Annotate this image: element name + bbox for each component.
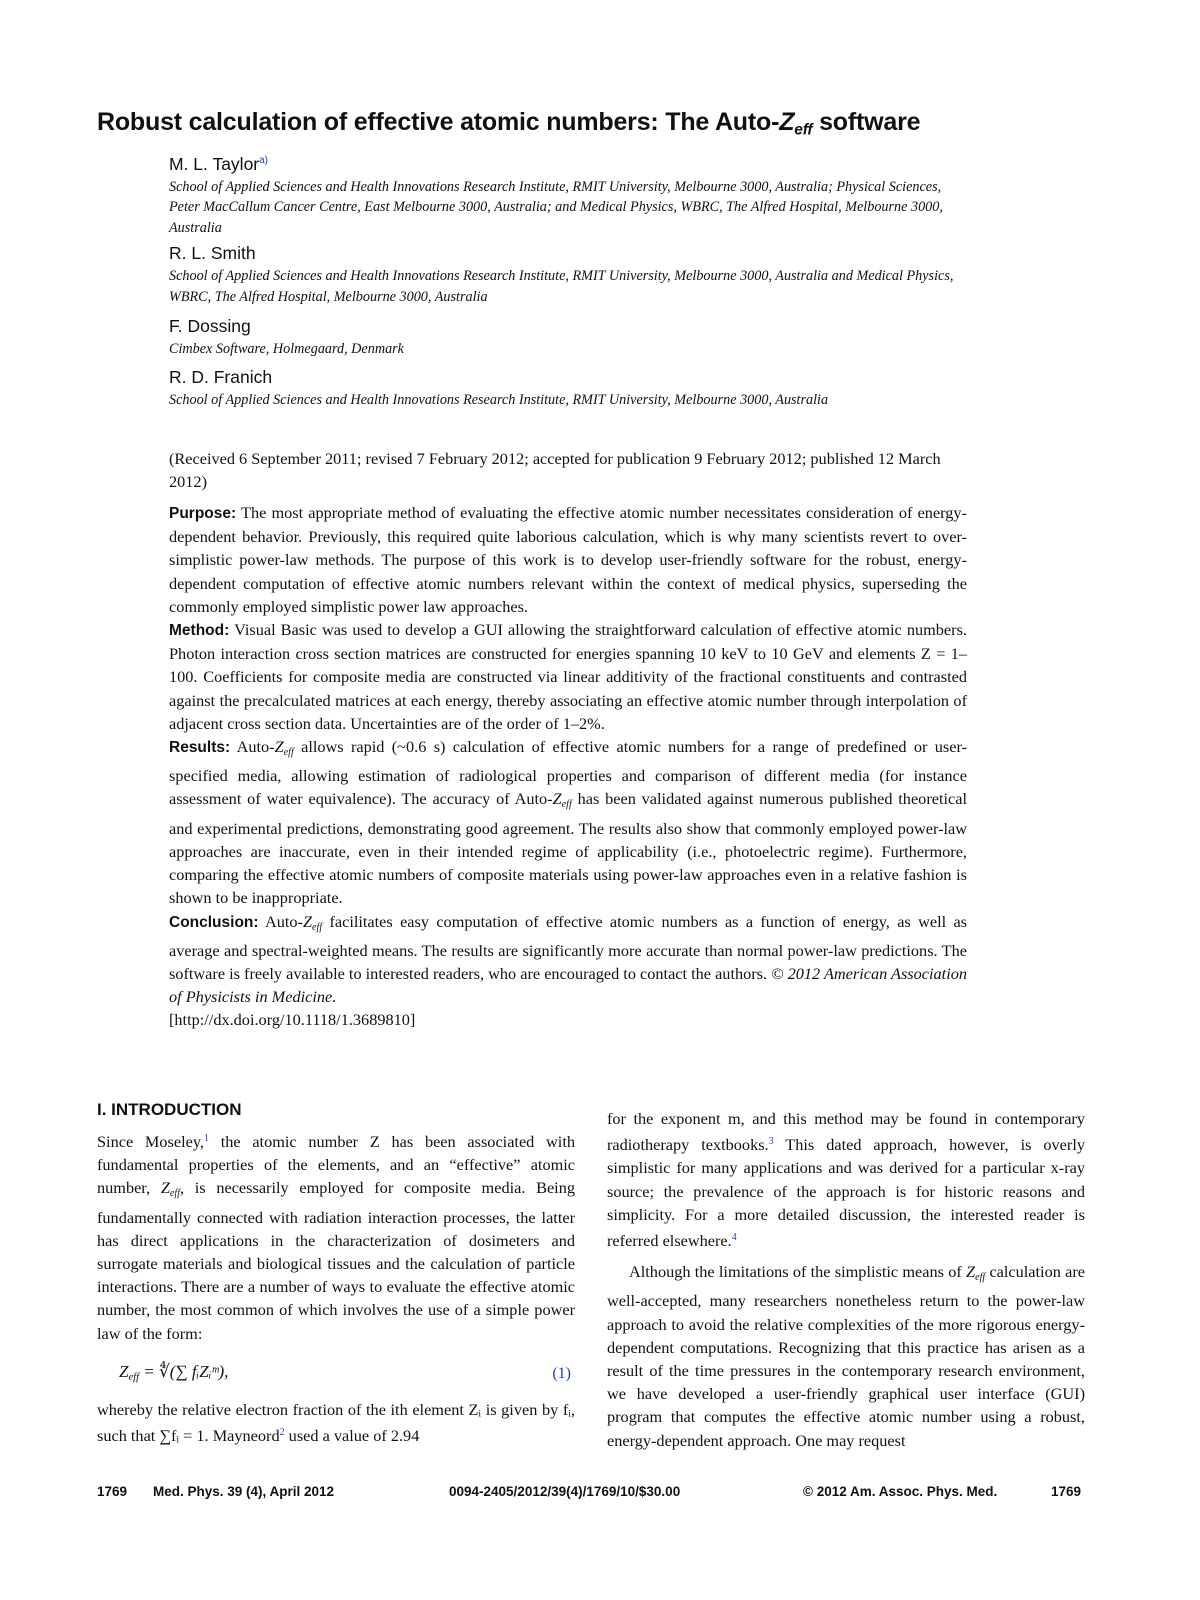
citation-link[interactable]: 1 bbox=[203, 1133, 209, 1144]
author-name: R. L. Smith bbox=[169, 243, 256, 263]
page-number-left: 1769 bbox=[97, 1484, 128, 1499]
equation-1 bbox=[97, 1350, 575, 1396]
intro-paragraph-3: for the exponent m, and this method may be found in contemporary radiotherapy textbooks.$^3$ This dated approach, however, is overly simplistic for many applications and was derived for a particular x-ray source; the prevalence of the approach is for historic reasons and simplicity. For a more detailed discussion, the interested reader is referred elsewhere.$^4$ bbox=[607, 1109, 1085, 1251]
author-block-franich bbox=[169, 366, 969, 411]
intro-paragraph-2: whereby the relative electron fraction of the ith element Zᵢ is given by fᵢ, such that ∑fᵢ = 1. Mayneord$^2$ used a value of 2.94 bbox=[97, 1399, 575, 1446]
footer-copyright: © 2012 Am. Assoc. Phys. Med. bbox=[803, 1484, 998, 1499]
footnote-marker[interactable]: a) bbox=[259, 155, 269, 166]
intro-paragraph-1: Since Moseley,$^1$ the atomic number Z has been associated with fundamental properties of the elements, and an “effective” atomic number, $Z_{eff}$, is necessarily employed for composite media. Being fundamentally connected with radiation interaction processes, the latter has direct applications in the characterization of dosimeters and surrogate materials and biological tissues and the calculation of particle interactions. There are a number of ways to evaluate the effective atomic number, the most common of which involves the use of a simple power law of the form: bbox=[97, 1132, 575, 1343]
paper-title: Robust calculation of effective atomic numbers: The Auto-$Z_{eff}$ software bbox=[97, 108, 921, 139]
author-block-smith bbox=[169, 242, 969, 307]
section-heading: I. INTRODUCTION bbox=[97, 1100, 242, 1119]
citation-link[interactable]: 4 bbox=[731, 1232, 737, 1244]
citation-link[interactable]: 3 bbox=[768, 1136, 774, 1148]
journal-citation: Med. Phys. 39 (4), April 2012 bbox=[153, 1484, 335, 1499]
author-name: R. D. Franich bbox=[169, 367, 273, 387]
author-affiliation: School of Applied Sciences and Health Innovations Research Institute, RMIT University, Melbourne 3000, Australia and Medical Physics, WBRC, The Alfred Hospital, Melbourne 3000, Australia bbox=[169, 268, 954, 305]
publication-dates: (Received 6 September 2011; revised 7 February 2012; accepted for publication 9 February 2012; published 12 March 2012) bbox=[169, 449, 941, 491]
abstract bbox=[169, 501, 967, 1032]
page-footer bbox=[97, 1484, 1081, 1504]
equation-body: $Z_{eff}$ = ∜(∑ fᵢZᵢᵐ), bbox=[119, 1361, 229, 1384]
abstract-method: Method: Visual Basic was used to develop a GUI allowing the straightforward calculation of effective atomic numbers. Photon interaction cross section matrices are constructed for energies spanning 10 keV to 10 GeV and elements Z = 1–100. Coefficients for composite media are constructed via linear additivity of the fractional constituents and contrasted against the precalculated matrices at each energy, thereby associating an effective atomic number through interpolation of adjacent cross section data. Uncertainties are of the order of 1–2%. bbox=[169, 620, 967, 733]
author-block-taylor bbox=[169, 150, 969, 238]
copyright-notice: © 2012 American Association of Physicists in Medicine. bbox=[169, 963, 968, 1007]
equation-number[interactable]: (1) bbox=[552, 1364, 571, 1382]
citation-link[interactable]: 2 bbox=[279, 1427, 285, 1439]
author-block-dossing bbox=[169, 315, 969, 360]
left-column bbox=[97, 1099, 575, 1447]
abstract-purpose: Purpose: The most appropriate method of evaluating the effective atomic number necessitates consideration of energy-dependent behavior. Previously, this required quite laborious calculation, which is why many scientists revert to over-simplistic power-law methods. The purpose of this work is to develop user-friendly software for the robust, energy-dependent computation of effective atomic numbers relevant within the context of medical physics, superseding the commonly employed simplistic power law approaches. bbox=[169, 503, 967, 616]
abstract-conclusion: Conclusion: Auto-$Z_{eff}$ facilitates easy computation of effective atomic numbers as a function of energy, as well as average and spectral-weighted means. The results are significantly more accurate than normal power-law predictions. The software is freely available to interested readers, who are encouraged to contact the authors. © 2012 American Association of Physicists in Medicine. bbox=[169, 911, 968, 1007]
page-number-right: 1769 bbox=[1050, 1484, 1081, 1499]
author-affiliation: Cimbex Software, Holmegaard, Denmark bbox=[169, 341, 404, 357]
author-affiliation: School of Applied Sciences and Health Innovations Research Institute, RMIT University, Melbourne 3000, Australia; Physical Sciences, Peter MacCallum Cancer Centre, East Melbourne 3000, Australia; and Medical Physics, WBRC, The Alfred Hospital, Melbourne 3000, Australia bbox=[169, 178, 943, 236]
right-column bbox=[607, 1107, 1085, 1452]
author-name: F. Dossing bbox=[169, 316, 251, 336]
doi-link[interactable]: [http://dx.doi.org/10.1118/1.3689810] bbox=[169, 1010, 416, 1030]
author-name: M. L. Taylor$^{a)}$ bbox=[169, 153, 269, 174]
intro-paragraph-4: Although the limitations of the simplistic means of $Z_{eff}$ calculation are well-accepted, many researchers nonetheless return to the power-law approach to avoid the relative complexities of the more rigorous energy-dependent computations. Recognizing that this practice has arisen as a result of the time pressures in the contemporary research environment, we have developed a user-friendly graphical user interface (GUI) program that computes the effective atomic number using a robust, energy-dependent approach. One may request bbox=[607, 1262, 1085, 1450]
abstract-results: Results: Auto-$Z_{eff}$ allows rapid (~0.6 s) calculation of effective atomic numbers for a range of predefined or user-specified media, allowing estimation of radiological properties and comparison of different media (for instance assessment of water equivalence). The accuracy of Auto-$Z_{eff}$ has been validated against numerous published theoretical and experimental predictions, demonstrating good agreement. The results also show that commonly employed power-law approaches are inaccurate, even in their intended regime of applicability (i.e., photoelectric regime). Furthermore, comparing the effective atomic numbers of composite materials using power-law approaches even in a relative fashion is shown to be inappropriate. bbox=[169, 737, 967, 908]
issn-code: 0094-2405/2012/39(4)/1769/10/$30.00 bbox=[449, 1484, 681, 1499]
author-affiliation: School of Applied Sciences and Health Innovations Research Institute, RMIT University, Melbourne 3000, Australia bbox=[169, 392, 829, 408]
